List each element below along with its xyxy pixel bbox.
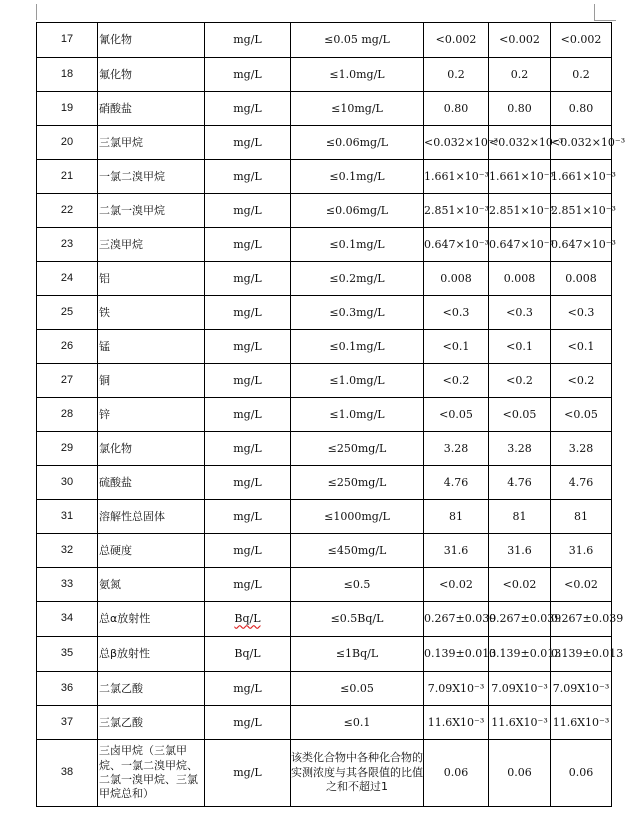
unit-cell: mg/L [205, 364, 291, 398]
sample-value-2: 2.851×10⁻³ [489, 194, 551, 228]
sample-value-3: 0.06 [551, 740, 612, 807]
indicator-name: 二氯乙酸 [98, 672, 205, 706]
sample-value-2: 11.6X10⁻³ [489, 706, 551, 740]
table-row [37, 296, 612, 330]
limit-cell: ≤1Bq/L [291, 637, 424, 672]
table-row [37, 500, 612, 534]
sample-value-2: 81 [489, 500, 551, 534]
unit-cell: mg/L [205, 160, 291, 194]
indicator-name: 氨氮 [98, 568, 205, 602]
row-number: 29 [37, 432, 98, 466]
unit-cell: mg/L [205, 194, 291, 228]
unit-cell [205, 602, 291, 637]
indicator-name: 铝 [98, 262, 205, 296]
sample-value-3: <0.032×10⁻³ [551, 126, 612, 160]
unit-cell-text: Bq/L [234, 612, 261, 626]
indicator-name: 铁 [98, 296, 205, 330]
sample-value-2: <0.032×10⁻³ [489, 126, 551, 160]
sample-value-1: <0.032×10⁻³ [424, 126, 489, 160]
sample-value-1: <0.05 [424, 398, 489, 432]
sample-value-1: <0.1 [424, 330, 489, 364]
row-number: 32 [37, 534, 98, 568]
unit-cell: mg/L [205, 228, 291, 262]
unit-cell: mg/L [205, 466, 291, 500]
table-row [37, 58, 612, 92]
sample-value-3: <0.2 [551, 364, 612, 398]
table-row [37, 194, 612, 228]
table-row [37, 262, 612, 296]
indicator-name: 氰化物 [98, 23, 205, 58]
indicator-name: 总α放射性 [98, 602, 205, 637]
row-number: 26 [37, 330, 98, 364]
row-number: 38 [37, 740, 98, 807]
limit-cell: ≤0.1mg/L [291, 228, 424, 262]
sample-value-1: 0.647×10⁻³ [424, 228, 489, 262]
sample-value-1: <0.2 [424, 364, 489, 398]
limit-cell: ≤10mg/L [291, 92, 424, 126]
sample-value-1: <0.3 [424, 296, 489, 330]
indicator-name: 三氯甲烷 [98, 126, 205, 160]
crop-mark-right-horizontal [594, 20, 616, 21]
table-row [37, 330, 612, 364]
unit-cell: mg/L [205, 432, 291, 466]
indicator-name: 三溴甲烷 [98, 228, 205, 262]
unit-cell: mg/L [205, 706, 291, 740]
limit-cell: 该类化合物中各种化合物的实测浓度与其各限值的比值之和不超过1 [291, 740, 424, 807]
sample-value-3: 4.76 [551, 466, 612, 500]
table-row [37, 740, 612, 807]
sample-value-1: 0.06 [424, 740, 489, 807]
table-body [37, 23, 625, 807]
row-number: 35 [37, 637, 98, 672]
sample-value-1: 7.09X10⁻³ [424, 672, 489, 706]
sample-value-3: 0.647×10⁻³ [551, 228, 612, 262]
indicator-name: 锰 [98, 330, 205, 364]
sample-value-2: 0.008 [489, 262, 551, 296]
sample-value-1: 0.2 [424, 58, 489, 92]
table-row [37, 126, 612, 160]
row-number: 27 [37, 364, 98, 398]
sample-value-1: 0.008 [424, 262, 489, 296]
row-number: 24 [37, 262, 98, 296]
sample-value-3: 0.267±0.039 [551, 602, 612, 637]
sample-value-3: <0.1 [551, 330, 612, 364]
indicator-name: 三卤甲烷（三氯甲烷、一氯二溴甲烷、二氯一溴甲烷、三氯甲烷总和） [98, 740, 205, 807]
sample-value-3: 31.6 [551, 534, 612, 568]
row-number: 37 [37, 706, 98, 740]
indicator-name: 一氯二溴甲烷 [98, 160, 205, 194]
sample-value-2: 7.09X10⁻³ [489, 672, 551, 706]
sample-value-3: 2.851×10⁻³ [551, 194, 612, 228]
sample-value-3: 11.6X10⁻³ [551, 706, 612, 740]
sample-value-1: <0.002 [424, 23, 489, 58]
sample-value-1: 2.851×10⁻³ [424, 194, 489, 228]
indicator-name: 二氯一溴甲烷 [98, 194, 205, 228]
sample-value-2: 3.28 [489, 432, 551, 466]
row-number: 28 [37, 398, 98, 432]
table-row [37, 672, 612, 706]
sample-value-3: <0.05 [551, 398, 612, 432]
indicator-name: 三氯乙酸 [98, 706, 205, 740]
sample-value-1: 81 [424, 500, 489, 534]
limit-cell: ≤0.3mg/L [291, 296, 424, 330]
table-row [37, 534, 612, 568]
unit-cell: Bq/L [205, 637, 291, 672]
limit-cell: ≤0.2mg/L [291, 262, 424, 296]
table-row [37, 602, 612, 637]
limit-cell: ≤0.05 [291, 672, 424, 706]
row-number: 23 [37, 228, 98, 262]
limit-cell: ≤0.06mg/L [291, 126, 424, 160]
row-number: 30 [37, 466, 98, 500]
unit-cell: mg/L [205, 740, 291, 807]
sample-value-1: 3.28 [424, 432, 489, 466]
indicator-name: 氟化物 [98, 58, 205, 92]
row-number: 36 [37, 672, 98, 706]
sample-value-1: 0.267±0.039 [424, 602, 489, 637]
sample-value-3: 3.28 [551, 432, 612, 466]
row-number: 18 [37, 58, 98, 92]
table-row [37, 92, 612, 126]
table-row [37, 432, 612, 466]
row-number: 25 [37, 296, 98, 330]
row-number: 19 [37, 92, 98, 126]
sample-value-1: 4.76 [424, 466, 489, 500]
sample-value-2: <0.1 [489, 330, 551, 364]
sample-value-2: 0.80 [489, 92, 551, 126]
row-number: 34 [37, 602, 98, 637]
table-row [37, 364, 612, 398]
table-row [37, 637, 612, 672]
unit-cell: mg/L [205, 672, 291, 706]
limit-cell: ≤0.06mg/L [291, 194, 424, 228]
indicator-name: 硝酸盐 [98, 92, 205, 126]
sample-value-2: 0.647×10⁻³ [489, 228, 551, 262]
sample-value-3: 0.008 [551, 262, 612, 296]
unit-cell: mg/L [205, 92, 291, 126]
sample-value-1: 31.6 [424, 534, 489, 568]
sample-value-2: <0.02 [489, 568, 551, 602]
sample-value-1: 0.139±0.013 [424, 637, 489, 672]
indicator-name: 总β放射性 [98, 637, 205, 672]
limit-cell: ≤0.5Bq/L [291, 602, 424, 637]
crop-mark-left [36, 4, 37, 20]
sample-value-1: 11.6X10⁻³ [424, 706, 489, 740]
unit-cell: mg/L [205, 398, 291, 432]
limit-cell: ≤1.0mg/L [291, 364, 424, 398]
unit-cell: mg/L [205, 568, 291, 602]
sample-value-3: 7.09X10⁻³ [551, 672, 612, 706]
table-row [37, 228, 612, 262]
limit-cell: ≤1000mg/L [291, 500, 424, 534]
limit-cell: ≤0.1mg/L [291, 330, 424, 364]
limit-cell: ≤450mg/L [291, 534, 424, 568]
sample-value-3: 0.139±0.013 [551, 637, 612, 672]
table-row [37, 160, 612, 194]
indicator-name: 总硬度 [98, 534, 205, 568]
water-quality-table [36, 22, 625, 807]
indicator-name: 硫酸盐 [98, 466, 205, 500]
sample-value-3: <0.3 [551, 296, 612, 330]
table-row [37, 568, 612, 602]
table-row [37, 398, 612, 432]
limit-cell: ≤0.5 [291, 568, 424, 602]
sample-value-3: 81 [551, 500, 612, 534]
sample-value-2: 0.2 [489, 58, 551, 92]
row-number: 21 [37, 160, 98, 194]
indicator-name: 溶解性总固体 [98, 500, 205, 534]
limit-cell: ≤0.05 mg/L [291, 23, 424, 58]
sample-value-3: 0.2 [551, 58, 612, 92]
sample-value-2: 4.76 [489, 466, 551, 500]
sample-value-2: 0.267±0.039 [489, 602, 551, 637]
table-row [37, 466, 612, 500]
unit-cell: mg/L [205, 296, 291, 330]
sample-value-1: 0.80 [424, 92, 489, 126]
unit-cell: mg/L [205, 23, 291, 58]
indicator-name: 锌 [98, 398, 205, 432]
sample-value-2: 31.6 [489, 534, 551, 568]
unit-cell: mg/L [205, 534, 291, 568]
indicator-name: 氯化物 [98, 432, 205, 466]
sample-value-3: <0.002 [551, 23, 612, 58]
table-row [37, 706, 612, 740]
limit-cell: ≤1.0mg/L [291, 58, 424, 92]
limit-cell: ≤1.0mg/L [291, 398, 424, 432]
row-number: 20 [37, 126, 98, 160]
table-row [37, 23, 612, 58]
sample-value-2: <0.2 [489, 364, 551, 398]
sample-value-2: 0.139±0.013 [489, 637, 551, 672]
sample-value-2: 1.661×10⁻³ [489, 160, 551, 194]
unit-cell: mg/L [205, 58, 291, 92]
sample-value-1: <0.02 [424, 568, 489, 602]
sample-value-3: <0.02 [551, 568, 612, 602]
sample-value-3: 0.80 [551, 92, 612, 126]
unit-cell: mg/L [205, 500, 291, 534]
row-number: 22 [37, 194, 98, 228]
unit-cell: mg/L [205, 126, 291, 160]
indicator-name: 铜 [98, 364, 205, 398]
row-number: 31 [37, 500, 98, 534]
limit-cell: ≤0.1mg/L [291, 160, 424, 194]
sample-value-2: <0.05 [489, 398, 551, 432]
sample-value-3: 1.661×10⁻³ [551, 160, 612, 194]
unit-cell: mg/L [205, 262, 291, 296]
limit-cell: ≤250mg/L [291, 466, 424, 500]
sample-value-2: <0.3 [489, 296, 551, 330]
row-number: 17 [37, 23, 98, 58]
sample-value-1: 1.661×10⁻³ [424, 160, 489, 194]
limit-cell: ≤250mg/L [291, 432, 424, 466]
crop-mark-right [594, 4, 595, 20]
sample-value-2: 0.06 [489, 740, 551, 807]
limit-cell: ≤0.1 [291, 706, 424, 740]
sample-value-2: <0.002 [489, 23, 551, 58]
unit-cell: mg/L [205, 330, 291, 364]
row-number: 33 [37, 568, 98, 602]
